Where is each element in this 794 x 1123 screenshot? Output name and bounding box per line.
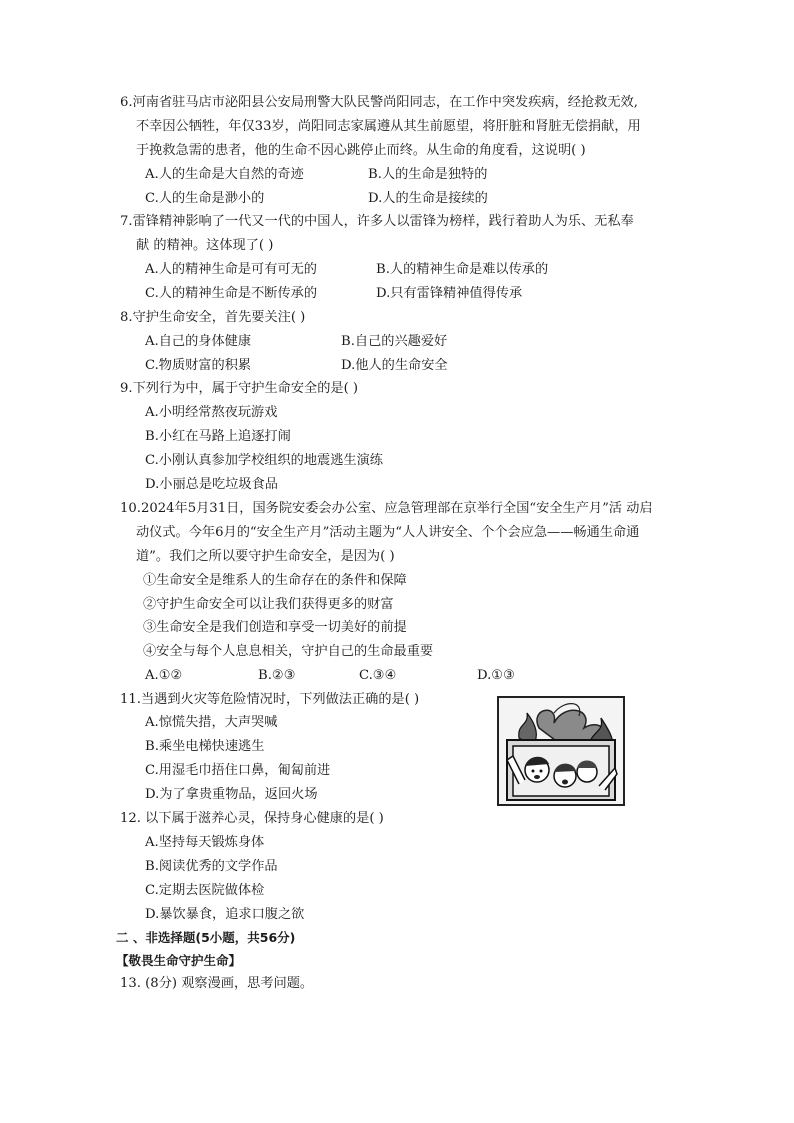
q9-option-c: C.小刚认真参加学校组织的地震逃生演练 bbox=[145, 453, 383, 468]
q11-option-d: D.为了拿贵重物品，返回火场 bbox=[145, 787, 318, 802]
topic-heading: 【敬畏生命守护生命】 bbox=[116, 953, 242, 968]
q9-option-d: D.小丽总是吃垃圾食品 bbox=[145, 477, 278, 492]
q7-option-b: B.人的精神生命是难以传承的 bbox=[376, 262, 549, 277]
q9-option-a: A.小明经常熬夜玩游戏 bbox=[145, 405, 278, 420]
q11-option-c: C.用湿毛巾捂住口鼻，匍匐前进 bbox=[145, 763, 331, 778]
q13-stem: 13. (8分) 观察漫画，思考问题。 bbox=[120, 976, 314, 991]
q10-statement-4: ④安全与每个人息息相关，守护自己的生命最重要 bbox=[143, 644, 434, 659]
q12-option-a: A.坚持每天锻炼身体 bbox=[145, 835, 265, 850]
q6-option-d: D.人的生命是接续的 bbox=[368, 191, 488, 206]
q11-option-a: A.惊慌失措，大声哭喊 bbox=[145, 715, 278, 730]
q6-stem-line3: 于挽救急需的患者，他的生命不因心跳停止而终。从生命的角度看，这说明( ) bbox=[136, 143, 586, 158]
q10-stem-line3: 道”。我们之所以要守护生命安全，是因为( ) bbox=[136, 549, 395, 564]
q7-stem-line1: 7.雷锋精神影响了一代又一代的中国人，许多人以雷锋为榜样，践行着助人为乐、无私奉 bbox=[120, 214, 634, 229]
q6-option-c: C.人的生命是渺小的 bbox=[145, 191, 265, 206]
q8-option-c: C.物质财富的积累 bbox=[145, 358, 252, 373]
q12-option-b: B.阅读优秀的文学作品 bbox=[145, 859, 278, 874]
q11-option-b: B.乘坐电梯快速逃生 bbox=[145, 739, 265, 754]
q12-stem: 12. 以下属于滋养心灵，保持身心健康的是( ) bbox=[120, 811, 384, 826]
q6-stem-line1: 6.河南省驻马店市泌阳县公安局刑警大队民警尚阳同志，在工作中突发疾病，经抢救无效, bbox=[120, 95, 638, 110]
q8-stem: 8.守护生命安全，首先要关注( ) bbox=[120, 310, 306, 325]
q11-stem: 11.当遇到火灾等危险情况时，下列做法正确的是( ) bbox=[120, 692, 420, 707]
q8-option-a: A.自己的身体健康 bbox=[145, 334, 252, 349]
q6-option-b: B.人的生命是独特的 bbox=[368, 167, 488, 182]
q12-option-c: C.定期去医院做体检 bbox=[145, 883, 265, 898]
q10-option-c: C.③④ bbox=[359, 668, 397, 683]
q7-stem-line2: 献 的精神。这体现了( ) bbox=[136, 238, 274, 253]
q10-stem-line1: 10.2024年5月31日，国务院安委会办公室、应急管理部在京举行全国“安全生产月”活 动启 bbox=[120, 501, 653, 516]
q7-option-c: C.人的精神生命是不断传承的 bbox=[145, 286, 318, 301]
fire-cartoon-drawing bbox=[499, 698, 623, 804]
q10-statement-3: ③生命安全是我们创造和享受一切美好的前提 bbox=[143, 620, 407, 635]
q6-stem-line2: 不幸因公牺牲，年仅33岁，尚阳同志家属遵从其生前愿望，将肝脏和肾脏无偿捐献，用 bbox=[136, 119, 641, 134]
q10-statement-1: ①生命安全是维系人的生命存在的条件和保障 bbox=[143, 573, 407, 588]
q10-statement-2: ②守护生命安全可以让我们获得更多的财富 bbox=[143, 597, 394, 612]
q12-option-d: D.暴饮暴食，追求口腹之欲 bbox=[145, 907, 305, 922]
q7-option-d: D.只有雷锋精神值得传承 bbox=[376, 286, 523, 301]
q10-stem-line2: 动仪式。今年6月的“安全生产月”活动主题为“人人讲安全、个个会应急——畅通生命通 bbox=[136, 525, 640, 540]
q6-option-a: A.人的生命是大自然的奇迹 bbox=[145, 167, 304, 182]
q10-option-d: D.①③ bbox=[477, 668, 515, 683]
q9-stem: 9.下列行为中，属于守护生命安全的是( ) bbox=[120, 381, 359, 396]
q7-option-a: A.人的精神生命是可有可无的 bbox=[145, 262, 317, 277]
section-heading: 二 、非选择题(5小题，共56分) bbox=[116, 930, 296, 945]
q8-option-d: D.他人的生命安全 bbox=[341, 358, 448, 373]
q8-option-b: B.自己的兴趣爱好 bbox=[341, 334, 448, 349]
q10-option-a: A.①② bbox=[145, 668, 183, 683]
q10-option-b: B.②③ bbox=[258, 668, 296, 683]
fire-escape-cartoon bbox=[497, 696, 625, 806]
q9-option-b: B.小红在马路上追逐打闹 bbox=[145, 429, 291, 444]
